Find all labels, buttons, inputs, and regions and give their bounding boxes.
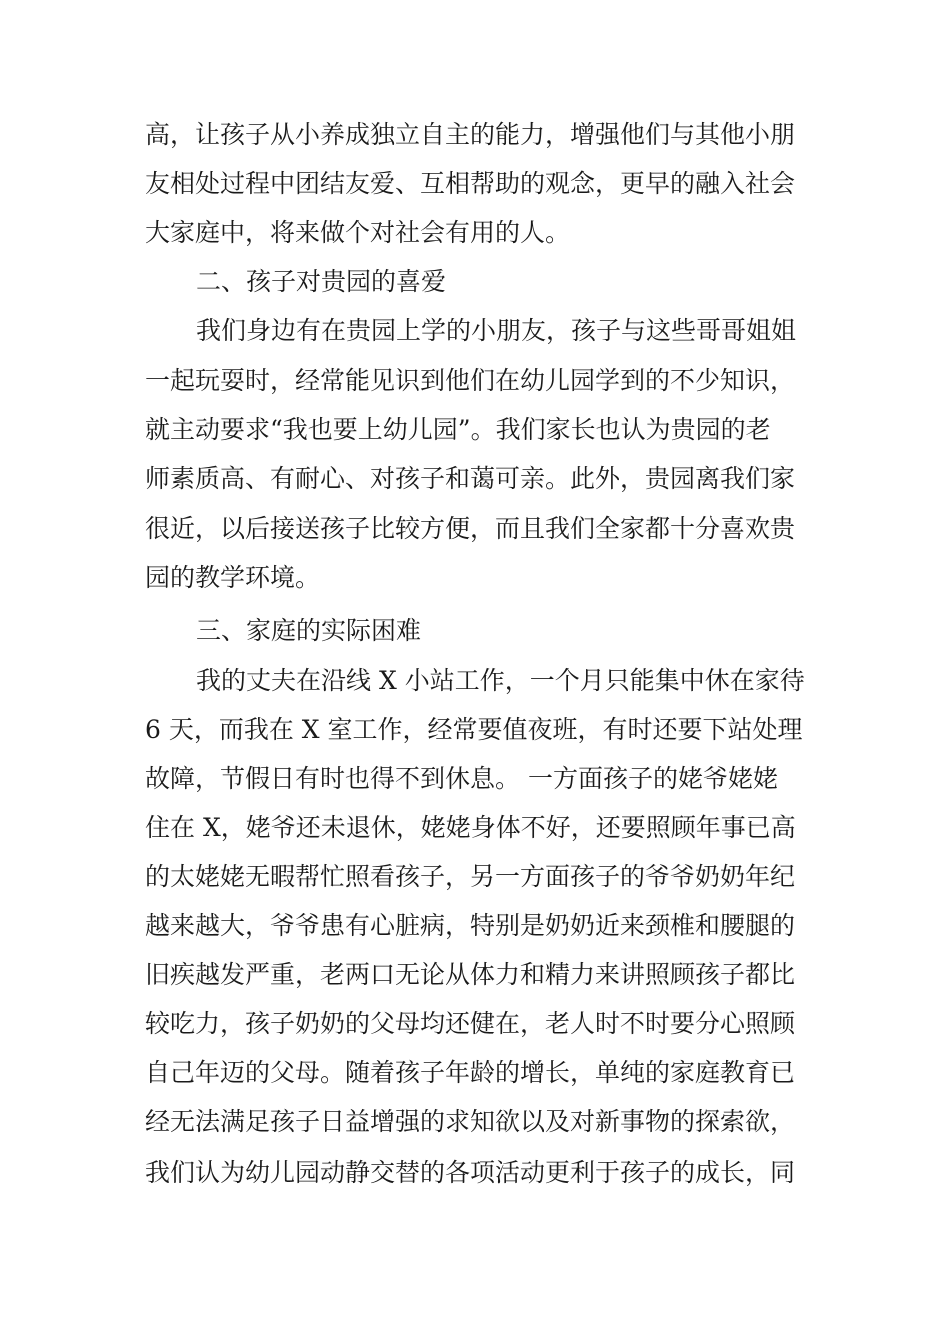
section-heading: 二、孩子对贵园的喜爱 (196, 267, 447, 296)
text-line: 一起玩耍时，经常能见识到他们在幼儿园学到的不少知识， (145, 366, 796, 395)
text-line: 的太姥姥无暇帮忙照看孩子，另一方面孩子的爷爷奶奶年纪 (145, 862, 796, 891)
text-line: 越来越大，爷爷患有心脏病，特别是奶奶近来颈椎和腰腿的 (145, 911, 796, 940)
text-line: 我们认为幼儿园动静交替的各项活动更利于孩子的成长，同 (145, 1158, 796, 1187)
text-line: 自己年迈的父母。随着孩子年龄的增长，单纯的家庭教育已 (145, 1058, 796, 1087)
text-line: 园的教学环境。 (145, 563, 321, 592)
text-line: 大家庭中，将来做个对社会有用的人。 (145, 218, 571, 247)
text-line: 6 天，而我在 X 室工作，经常要值夜班，有时还要下站处理 (145, 715, 803, 744)
text-line: 就主动要求“我也要上幼儿园”。我们家长也认为贵园的老 (145, 415, 771, 444)
text-line: 旧疾越发严重，老两口无论从体力和精力来讲照顾孩子都比 (145, 960, 796, 989)
text-line: 经无法满足孩子日益增强的求知欲以及对新事物的探索欲， (145, 1107, 796, 1136)
text-line: 较吃力，孩子奶奶的父母均还健在，老人时不时要分心照顾 (145, 1009, 796, 1038)
text-line: 我的丈夫在沿线 X 小站工作，一个月只能集中休在家待 (196, 666, 805, 695)
text-line: 高，让孩子从小养成独立自主的能力，增强他们与其他小朋 (145, 120, 796, 149)
text-line: 住在 X，姥爷还未退休，姥姥身体不好，还要照顾年事已高 (145, 813, 796, 842)
text-line: 友相处过程中团结友爱、互相帮助的观念，更早的融入社会 (145, 169, 796, 198)
section-heading: 三、家庭的实际困难 (196, 616, 422, 645)
text-line: 我们身边有在贵园上学的小朋友，孩子与这些哥哥姐姐 (196, 316, 797, 345)
text-line: 故障，节假日有时也得不到休息。 一方面孩子的姥爷姥姥 (145, 764, 778, 793)
text-line: 很近，以后接送孩子比较方便，而且我们全家都十分喜欢贵 (145, 514, 796, 543)
text-line: 师素质高、有耐心、对孩子和蔼可亲。此外，贵园离我们家 (145, 464, 796, 493)
